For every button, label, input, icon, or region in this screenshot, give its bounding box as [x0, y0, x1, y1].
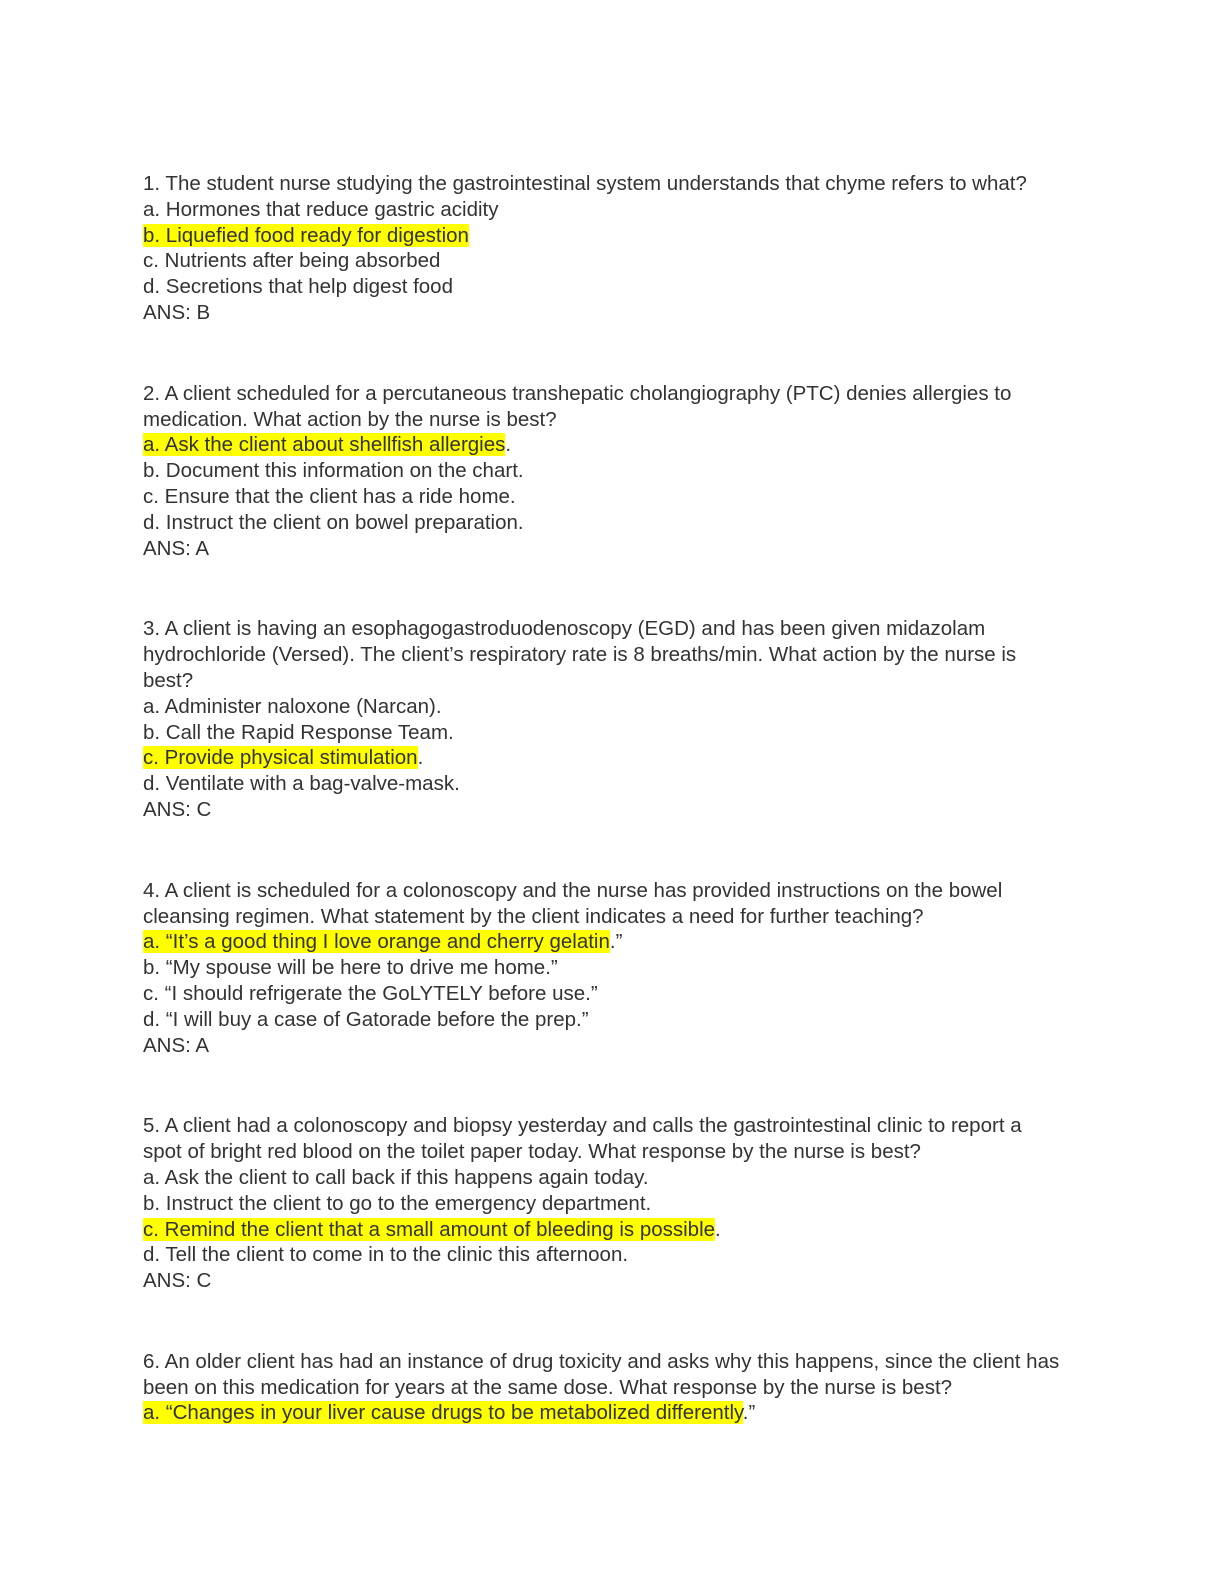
- question-block: [143, 1113, 1063, 1294]
- answer-option: [143, 929, 1063, 955]
- answer-option: [143, 771, 1063, 797]
- option-text: b. “My spouse will be here to drive me home.”: [143, 956, 558, 980]
- answer-option: [143, 720, 1063, 746]
- highlighted-answer: c. Provide physical stimulation: [143, 746, 418, 770]
- highlighted-answer: a. “It’s a good thing I love orange and cherry gelatin: [143, 930, 610, 954]
- option-text: c. Nutrients after being absorbed: [143, 249, 441, 273]
- question-stem: 4. A client is scheduled for a colonoscopy and the nurse has provided instructions on the bowel cleansing regimen. What statement by the client indicates a need for further teaching?: [143, 878, 1008, 928]
- question-stem: 2. A client scheduled for a percutaneous transhepatic cholangiography (PTC) denies allergies to medication. What action by the nurse is best?: [143, 381, 1018, 431]
- question-stem: 6. An older client has had an instance of drug toxicity and asks why this happens, since the client has been on this medication for years at the same dose. What response by the nurse is best?: [143, 1349, 1065, 1399]
- option-text: d. Secretions that help digest food: [143, 275, 453, 299]
- answer-option: [143, 510, 1063, 536]
- option-text: b. Instruct the client to go to the emergency department.: [143, 1191, 652, 1215]
- answer-key: ANS: A: [143, 536, 210, 560]
- option-text: a. Ask the client to call back if this happens again today.: [143, 1165, 649, 1189]
- highlighted-answer: a. “Changes in your liver cause drugs to be metabolized differently: [143, 1401, 743, 1425]
- question-block: [143, 1349, 1063, 1426]
- answer-option: [143, 432, 1063, 458]
- answer-option: [143, 981, 1063, 1007]
- option-trailing-punctuation: .”: [742, 1401, 756, 1425]
- highlighted-answer: c. Remind the client that a small amount of bleeding is possible: [143, 1217, 716, 1241]
- option-text: c. “I should refrigerate the GoLYTELY before use.”: [143, 981, 598, 1005]
- question-stem: 3. A client is having an esophagogastroduodenoscopy (EGD) and has been given midazolam hydrochloride (Versed). The client’s respiratory rate is 8 breaths/min. What action by the nurse is best?: [143, 617, 1022, 692]
- answer-option: [143, 458, 1063, 484]
- option-trailing-punctuation: .: [505, 433, 512, 457]
- document-body: [143, 171, 1063, 1426]
- answer-key: ANS: C: [143, 1269, 212, 1293]
- highlighted-answer: b. Liquefied food ready for digestion: [143, 223, 469, 247]
- answer-option: [143, 1400, 1063, 1426]
- answer-option: [143, 1007, 1063, 1033]
- question-block: [143, 878, 1063, 1059]
- answer-option: [143, 1217, 1063, 1243]
- answer-option: [143, 274, 1063, 300]
- option-text: b. Call the Rapid Response Team.: [143, 720, 454, 744]
- answer-key: ANS: A: [143, 1033, 210, 1057]
- option-text: d. Ventilate with a bag-valve-mask.: [143, 772, 460, 796]
- answer-option: [143, 484, 1063, 510]
- answer-option: [143, 694, 1063, 720]
- option-text: d. Tell the client to come in to the clinic this afternoon.: [143, 1243, 629, 1267]
- option-text: a. Administer naloxone (Narcan).: [143, 694, 442, 718]
- answer-option: [143, 223, 1063, 249]
- question-stem: 5. A client had a colonoscopy and biopsy yesterday and calls the gastrointestinal clinic to report a spot of bright red blood on the toilet paper today. What response by the nurse is best?: [143, 1114, 1028, 1164]
- answer-key: ANS: C: [143, 797, 212, 821]
- option-trailing-punctuation: .: [715, 1217, 721, 1241]
- option-text: c. Ensure that the client has a ride home.: [143, 484, 516, 508]
- question-stem: 1. The student nurse studying the gastrointestinal system understands that chyme refers to what?: [143, 172, 1027, 195]
- answer-key: ANS: B: [143, 300, 211, 324]
- answer-option: [143, 955, 1063, 981]
- option-text: b. Document this information on the chart.: [143, 459, 524, 483]
- option-trailing-punctuation: .: [417, 746, 424, 770]
- question-block: [143, 616, 1063, 822]
- option-text: d. Instruct the client on bowel preparation.: [143, 510, 524, 534]
- question-block: [143, 381, 1063, 562]
- answer-option: [143, 1165, 1063, 1191]
- answer-option: [143, 197, 1063, 223]
- answer-option: [143, 745, 1063, 771]
- option-text: d. “I will buy a case of Gatorade before the prep.”: [143, 1007, 589, 1031]
- option-text: a. Hormones that reduce gastric acidity: [143, 197, 499, 221]
- answer-option: [143, 248, 1063, 274]
- option-trailing-punctuation: .”: [609, 930, 623, 954]
- highlighted-answer: a. Ask the client about shellfish allergies: [143, 433, 506, 457]
- answer-option: [143, 1242, 1063, 1268]
- answer-option: [143, 1191, 1063, 1217]
- question-block: [143, 171, 1063, 326]
